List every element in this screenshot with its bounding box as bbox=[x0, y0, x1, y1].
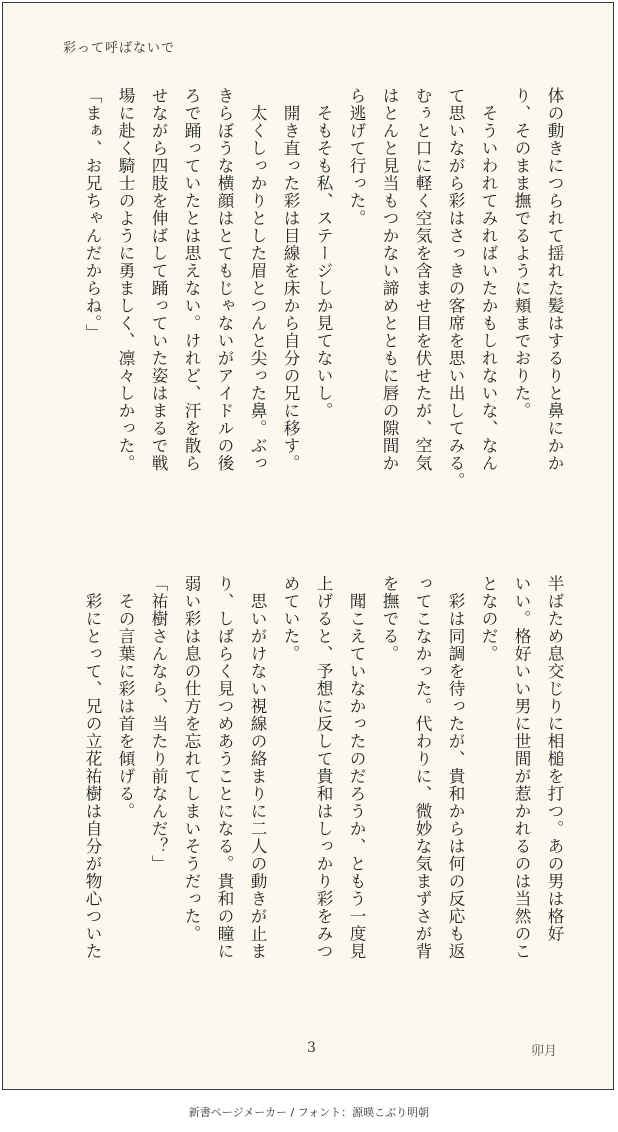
text-line: 開き直った彩は目線を床から自分の兄に移す。 bbox=[281, 87, 300, 472]
text-line: 「まぁ、お兄ちゃんだからね。」 bbox=[83, 87, 102, 342]
text-line: 弱い彩は息の仕方を忘れてしまいそうだった。 bbox=[182, 575, 201, 943]
author-name: 卯月 bbox=[531, 1044, 558, 1059]
page-number: 3 bbox=[307, 1040, 316, 1056]
text-line: めていた。 bbox=[281, 575, 300, 663]
text-line: きらぼうな横顔はとてもじゃないがアイドルの後 bbox=[215, 87, 234, 472]
text-line: 場に赴く騎士のように勇ましく、凛々しかった。 bbox=[116, 87, 135, 472]
text-line: 「祐樹さんなら、当たり前なんだ？」 bbox=[149, 575, 168, 873]
text-line: むぅと口に軽く空気を含ませ目を伏せたが、空気 bbox=[413, 87, 432, 472]
generator-credit: 新書ページメーカー / フォント：源暎こぶり明朝 bbox=[188, 1106, 430, 1119]
text-block-upper bbox=[76, 87, 571, 567]
text-line: そもそも私、ステージしか見てないし。 bbox=[314, 87, 333, 420]
text-line: いい。格好いい男に世間が惹かれるのは当然のこ bbox=[512, 575, 531, 960]
text-line: せながら四肢を伸ばして踊っていた姿はまるで戦 bbox=[149, 87, 168, 472]
text-line: 思いがけない視線の絡まりに二人の動きが止ま bbox=[248, 575, 267, 960]
text-line: 半ばため息交じりに相槌を打つ。あの男は格好 bbox=[545, 575, 564, 943]
text-line: 彩にとって、兄の立花祐樹は自分が物心ついた bbox=[83, 575, 102, 960]
page-header-title: 彩って呼ばないで bbox=[63, 41, 176, 56]
text-line: 太くしっかりとした眉とつんと尖った鼻。ぶっ bbox=[248, 87, 267, 472]
text-line: ら逃げて行った。 bbox=[347, 87, 366, 227]
text-line: り、しばらく見つめあうことになる。貴和の瞳に bbox=[215, 575, 234, 960]
text-line: となのだ。 bbox=[479, 575, 498, 663]
text-line: 上げると、予想に反して貴和はしっかり彩をみつ bbox=[314, 575, 333, 960]
text-line: り、そのまま撫でるように頬までおりた。 bbox=[512, 87, 531, 420]
book-page bbox=[2, 2, 614, 1090]
text-line: 体の動きにつられて揺れた髪はするりと鼻にかか bbox=[545, 87, 564, 472]
text-line: て思いながら彩はさっきの客席を思い出してみる。 bbox=[446, 87, 465, 490]
text-block-lower bbox=[76, 575, 571, 1035]
text-line: 聞こえていなかったのだろうか、ともう一度見 bbox=[347, 575, 366, 960]
text-line: その言葉に彩は首を傾げる。 bbox=[116, 575, 135, 820]
text-line: そういわれてみればいたかもしれないな、なん bbox=[479, 87, 498, 472]
text-line: はとんと見当もつかない諦めとともに唇の隙間か bbox=[380, 87, 399, 472]
text-line: 彩は同調を待ったが、貴和からは何の反応も返 bbox=[446, 575, 465, 960]
text-line: ってこなかった。代わりに、微妙な気まずさが背 bbox=[413, 575, 432, 960]
text-line: ろで踊っていたとは思えない。けれど、汗を散ら bbox=[182, 87, 201, 472]
text-line: を撫でる。 bbox=[380, 575, 399, 663]
